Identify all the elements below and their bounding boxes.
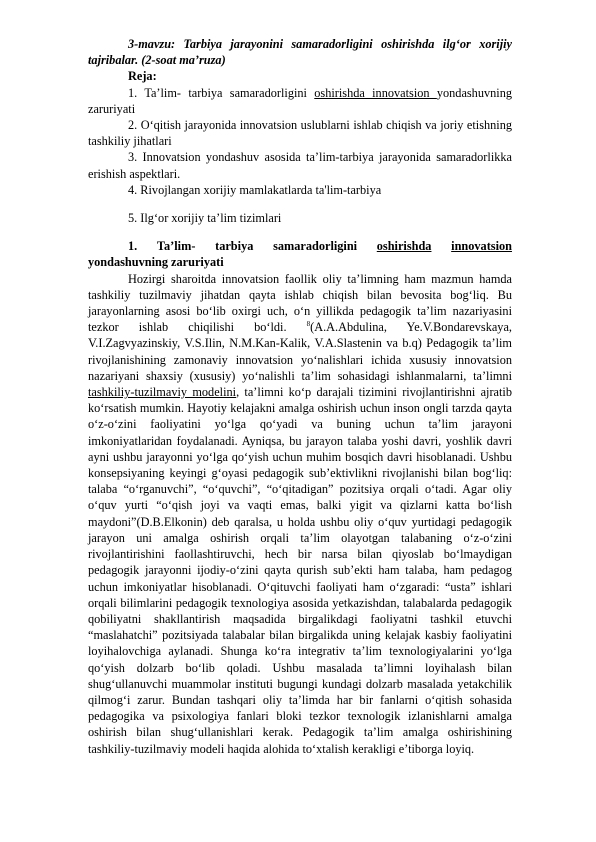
plan-heading: Reja: (128, 69, 157, 84)
plan-item-1-text-b: yondashuvning zaruriyati (88, 85, 512, 116)
document-page (88, 36, 512, 757)
heading-word: tarbiya (215, 239, 254, 254)
plan-item-4: 4. Rivojlangan xorijiy mamlakatlarda ta'lim-tarbiya (128, 182, 382, 197)
body-text-b: (A.A.Abdulina, Ye.V.Bondarevskaya, V.I.Zagvyazinskiy, V.S.Ilin, N.M.Kan-Kalik, V.A.Slastenin va b.q) Pedagogik ta’lim rivojlanishining zamonaviy innovatsion yo‘nalishlari ichida xususiy innovatsion nazariyani shaxsiy (xususiy) yo‘nalishli ta’lim sohasidagi ishlanmalarni, ta’limni (88, 320, 512, 383)
plan-item-1 (88, 85, 512, 117)
plan-item-1-underlined: oshirishda innovatsion (314, 85, 437, 100)
section-heading-line-2: yondashuvning zaruriyati (88, 255, 224, 270)
plan-item-3: 3. Innovatsion yondashuv asosida ta’lim-tarbiya jarayonida samaradorlikka erishish aspektlari. (88, 150, 512, 181)
body-underlined-term: tashkiliy-tuzilmaviy modelini (88, 385, 237, 400)
spacer (88, 226, 512, 238)
body-text-a: Hozirgi sharoitda innovatsion faollik oliy ta’limning ham mazmun hamda tashkiliy tuzilmaviy jihatdan qayta ishlab chiqish bilan bevosita bog‘liq. Bu jarayonlarning asosi bo‘lib oxirgi uch, o‘n yillikda pedagogik ta’lim nazariyasini tezkor ishlab chiqilishi bo‘ldi. (88, 271, 512, 335)
heading-word: samaradorligini (273, 239, 358, 254)
heading-word: 1. (128, 239, 138, 254)
plan-item-5: 5. Ilg‘or xorijiy ta’lim tizimlari (128, 211, 282, 226)
heading-word: innovatsion (451, 239, 512, 254)
footnote-marker: 8 (306, 320, 311, 329)
body-text-c: , ta’limni ko‘p darajali tizimini rivojlantirishni ajratib ko‘rsatish mumkin. Hayotiy kelajakni amalga oshirish uchun inson ongli tarzda qayta o‘z-o‘zini faoliyatini yo‘lga qo‘yadi va buning uchun ta’lim jarayoni imkoniyatlaridan foydalanadi. Ayniqsa, bu jarayon talaba yoshi davri, yoshlik davri ayni ushbu jarayonni yo‘lga qo‘yish uchun muhim bosqich davri hisoblanadi. Ushbu konsepsiyaning keyingi g‘oyasi pedagogik sub’ektivlikni rivojlanishi bilan bog‘liq: talaba “o‘rganuvchi”, “o‘quvchi”, “o‘qitadigan” pozitsiya orqali o‘tadi. Agar oliy o‘quv yurti “o‘qish joyi va vaqti emas, balki yigit va qizlarni katta bo‘lish maydoni”(D.B.Elkonin) deb qaralsa, u holda ushbu oliy o‘quv yurtidagi pedagogik jarayon uni amalga oshirish orqali ta’lim olayotgan talabaning o‘z-o‘zini rivojlantirishini faollashtiruvchi, hech bir narsa bilan qiyoslab bo‘lmaydigan pedagogik jarayonni ijodiy-o‘zini qayta qurish sub’ekti ham talaba, ham pedagog uchun imkoniyatlar hisoblanadi. O‘qituvchi faoliyati ham o‘zgaradi: “usta” ishlari orqali bilimlarini pedagogik texnologiya asosida yetkazishdan, talabalarda pedagogik qobiliyatni shakllantirish maqsadida birgalikdagi faoliyatni tashkil etuvchi “maslahatchi” pozitsiyada talabalar bilan birgalikda uning kelajak kasbiy faoliyatini loyihalovchiga aylanadi. Shunga ko‘ra integrativ ta’lim texnologiyalarini yo‘lga qo‘yish dolzarb bo‘lib qoladi. Ushbu masalada ta’limni loyihalash bilan shug‘ullanuvchi muammolar instituti bugungi kundagi dolzarb masalada yetakchilik qilmog‘i zarur. Bundan tashqari oliy ta’limda har bir fanlarni o‘qitish sohasida pedagogika va psixologiya fanlari bloki tezkor texnologik izlanishlarni amalga oshirish bilan shug‘ullanishlari kerak. Pedagogik ta’lim amalga oshirishining tashkiliy-tuzilmaviy modeli haqida alohida to‘xtalish kerakligi e’tiborga loyiq. (88, 385, 512, 756)
body-paragraph (88, 271, 512, 757)
topic-title: 3-mavzu: Tarbiya jarayonini samaradorligini oshirishda ilg‘or xorijiy tajribalar. (2-soat ma’ruza) (88, 37, 512, 68)
spacer (88, 198, 512, 210)
plan-item-1-text-a: 1. Ta’lim- tarbiya samaradorligini (128, 85, 315, 100)
section-heading-line-1 (88, 238, 512, 254)
heading-word: Ta’lim- (156, 239, 196, 254)
plan-item-2: 2. O‘qitish jarayonida innovatsion uslublarni ishlab chiqish va joriy etishning tashkiliy jihatlari (88, 118, 512, 149)
heading-word: oshirishda (376, 239, 432, 254)
